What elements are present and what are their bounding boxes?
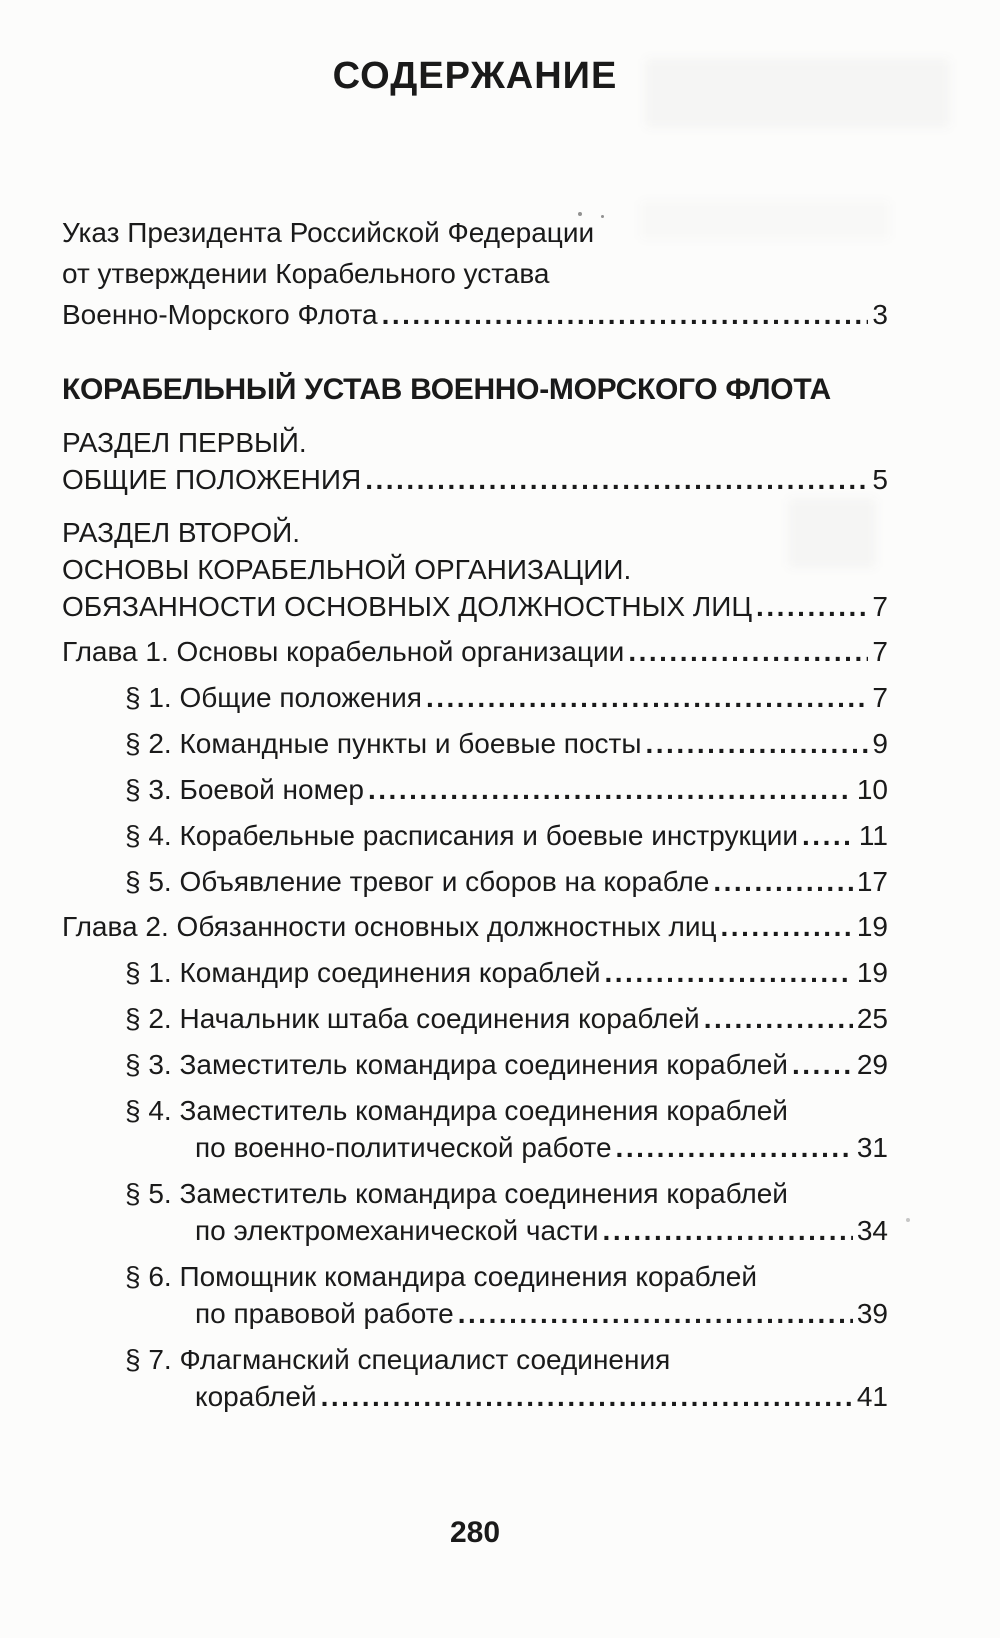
toc-entry-line: ОСНОВЫ КОРАБЕЛЬНОЙ ОРГАНИЗАЦИИ.	[62, 554, 632, 585]
toc-entry-main-line	[125, 1129, 888, 1166]
toc-entry-main-line	[125, 1295, 888, 1332]
toc-entry-main-line	[62, 588, 888, 625]
toc-entry-text: Глава 1. Основы корабельной организации	[62, 636, 625, 667]
toc-entry	[62, 1092, 888, 1166]
scan-speck	[906, 1218, 910, 1222]
dot-leader	[605, 954, 853, 991]
toc-entry	[62, 1258, 888, 1332]
toc-entry-main-line	[125, 679, 888, 716]
dot-leader	[721, 908, 853, 945]
toc-page-number: 41	[856, 1381, 888, 1412]
toc-entry-main-line	[125, 817, 888, 854]
toc-page-number: 3	[872, 299, 888, 330]
dot-leader	[321, 1378, 853, 1415]
toc-page-number: 34	[856, 1215, 888, 1246]
toc-page-number: 11	[858, 820, 888, 851]
toc-entry-line: § 7. Флагманский специалист соединения	[125, 1344, 671, 1375]
toc-entry-text: § 5. Объявление тревог и сборов на корабле	[125, 866, 710, 897]
toc-entry-text: Военно-Морского Флота	[62, 299, 378, 330]
toc-entry-text: § 4. Корабельные расписания и боевые инструкции	[125, 820, 799, 851]
toc-page-number: 10	[856, 774, 888, 805]
toc-entry-text: ОБЯЗАННОСТИ ОСНОВНЫХ ДОЛЖНОСТНЫХ ЛИЦ	[62, 591, 753, 622]
toc-entry-line: РАЗДЕЛ ВТОРОЙ.	[62, 517, 301, 548]
dot-leader	[603, 1212, 853, 1249]
dot-leader	[382, 294, 869, 335]
dot-leader	[458, 1295, 853, 1332]
toc-entry	[62, 212, 888, 335]
toc-entry-text: § 2. Начальник штаба соединения кораблей	[125, 1003, 700, 1034]
toc-entry	[62, 514, 888, 625]
dot-leader	[616, 1129, 853, 1166]
toc-entry	[62, 1000, 888, 1037]
toc-page-number: 19	[856, 911, 888, 942]
toc-entry-line: § 5. Заместитель командира соединения кораблей	[125, 1178, 788, 1209]
dot-leader	[365, 461, 868, 498]
toc-page-number: 19	[856, 957, 888, 988]
toc-entry-main-line	[62, 371, 888, 408]
toc-entry-text: § 1. Общие положения	[125, 682, 422, 713]
toc-entry-main-line	[62, 633, 888, 670]
toc-entry-main-line	[125, 1378, 888, 1415]
toc-entry-text: § 3. Заместитель командира соединения кораблей	[125, 1049, 788, 1080]
toc-entry-text: кораблей	[195, 1381, 317, 1412]
dot-leader	[426, 679, 868, 716]
toc-entry-text: КОРАБЕЛЬНЫЙ УСТАВ ВОЕННО-МОРСКОГО ФЛОТА	[62, 373, 831, 406]
toc-entry-text: § 1. Командир соединения кораблей	[125, 957, 601, 988]
toc-entry-text: по электромеханической части	[195, 1215, 599, 1246]
toc-entry-main-line	[62, 294, 888, 335]
toc-entry-text: § 2. Командные пункты и боевые посты	[125, 728, 642, 759]
toc-entry	[62, 817, 888, 854]
toc-entry-line: § 6. Помощник командира соединения кораблей	[125, 1261, 758, 1292]
toc-entry	[62, 1175, 888, 1249]
toc-page-number: 29	[856, 1049, 888, 1080]
toc-entry-line: от утверждении Корабельного устава	[62, 258, 550, 289]
toc-entry	[62, 725, 888, 762]
toc-page-number: 7	[872, 682, 888, 713]
dot-leader	[756, 588, 868, 625]
toc-entry-main-line	[125, 1212, 888, 1249]
dot-leader	[645, 725, 868, 762]
dot-leader	[802, 817, 855, 854]
dot-leader	[368, 771, 853, 808]
toc-page-number: 7	[872, 591, 888, 622]
toc-entry-main-line	[62, 908, 888, 945]
toc-page-number: 7	[872, 636, 888, 667]
toc-entry	[62, 1341, 888, 1415]
toc-entry	[62, 679, 888, 716]
toc-page-number: 31	[856, 1132, 888, 1163]
dot-leader	[628, 633, 868, 670]
toc-entry	[62, 371, 888, 408]
toc-page-number: 25	[856, 1003, 888, 1034]
toc-entry	[62, 771, 888, 808]
dot-leader	[704, 1000, 853, 1037]
toc-entry-main-line	[62, 461, 888, 498]
toc-entry-main-line	[125, 954, 888, 991]
toc-list	[62, 212, 888, 1415]
toc-entry-main-line	[125, 1046, 888, 1083]
toc-entry	[62, 863, 888, 900]
footer-page-number: 280	[449, 1516, 501, 1549]
toc-entry-text: ОБЩИЕ ПОЛОЖЕНИЯ	[62, 464, 362, 495]
page-title: СОДЕРЖАНИЕ	[332, 55, 618, 97]
toc-entry-text: Глава 2. Обязанности основных должностных лиц	[62, 911, 717, 942]
toc-entry-main-line	[125, 725, 888, 762]
toc-entry	[62, 424, 888, 498]
toc-entry	[62, 954, 888, 991]
toc-entry	[62, 1046, 888, 1083]
toc-page-number: 9	[872, 728, 888, 759]
toc-entry	[62, 908, 888, 945]
toc-entry-line: § 4. Заместитель командира соединения кораблей	[125, 1095, 788, 1126]
toc-entry-text: по военно-политической работе	[195, 1132, 612, 1163]
toc-entry-line: РАЗДЕЛ ПЕРВЫЙ.	[62, 427, 307, 458]
toc-page-number: 5	[872, 464, 888, 495]
toc-entry-text: по правовой работе	[195, 1298, 454, 1329]
toc-page-number: 39	[856, 1298, 888, 1329]
toc-page-number: 17	[856, 866, 888, 897]
toc-entry-main-line	[125, 863, 888, 900]
toc-entry-main-line	[125, 771, 888, 808]
dot-leader	[713, 863, 853, 900]
toc-entry-line: Указ Президента Российской Федерации	[62, 217, 595, 248]
toc-entry	[62, 633, 888, 670]
toc-entry-text: § 3. Боевой номер	[125, 774, 364, 805]
dot-leader	[792, 1046, 853, 1083]
toc-entry-main-line	[125, 1000, 888, 1037]
